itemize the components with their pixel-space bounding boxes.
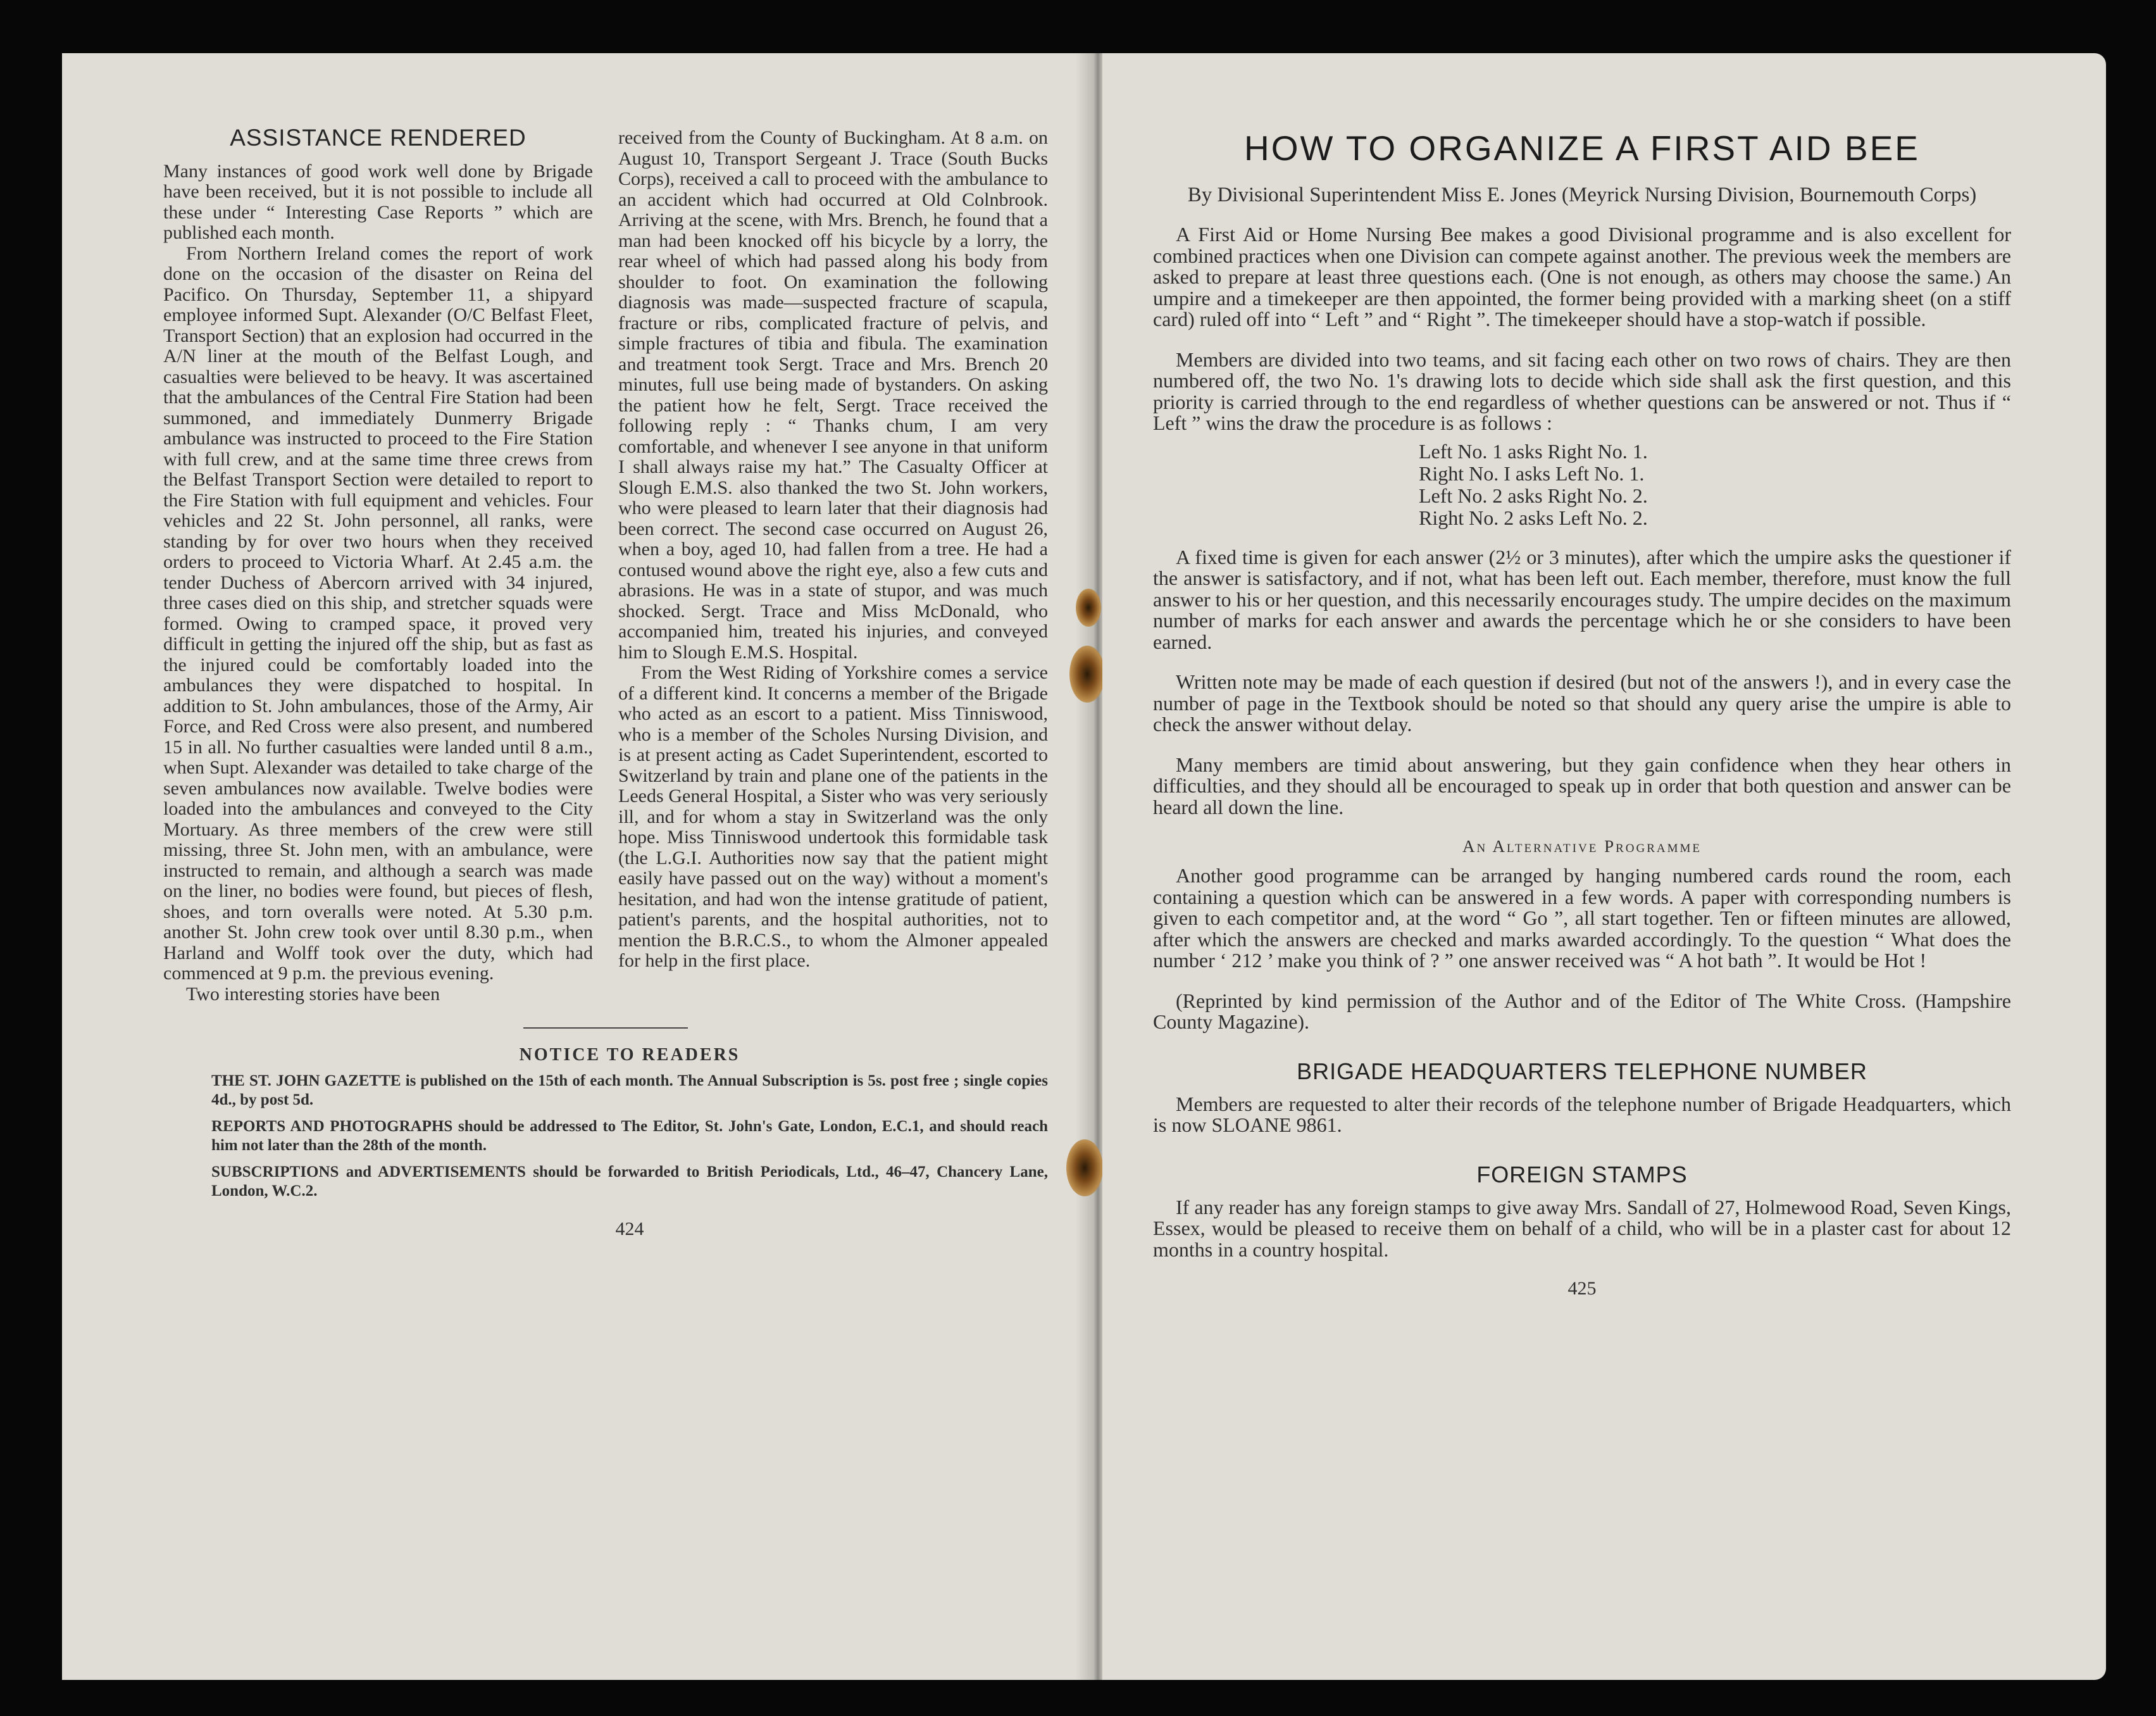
list-item: Right No. 2 asks Left No. 2. [1419,506,1648,529]
paragraph: Members are divided into two teams, and sit facing each other on two rows of chairs. They are then numbered off, the two No. 1's drawing lots to decide which side shall ask the first question, and this priority is carried through to the end regardless of whether questions can be answered or not. Thus if “ Left ” wins the draw the procedure is as follows : [1153,348,2011,434]
list-item: Left No. 1 asks Right No. 1. [1419,439,1648,463]
left-column-1 [163,125,593,1005]
byline: By Divisional Superintendent Miss E. Jones (Meyrick Nursing Division, Bournemouth Corps) [1187,184,1977,206]
paragraph: Many instances of good work well done by Brigade have been received, but it is not possible to include all these under “ Interesting Case Reports ” which are published each month. [163,160,593,243]
paragraph: Many members are timid about answering, but they gain confidence when they hear others in difficulties, and they should all be encouraged to speak up in order that both question and answer can be heard all down the line. [1153,753,2011,818]
left-column-2 [618,128,1048,1005]
notice-line: REPORTS AND PHOTOGRAPHS should be addressed to The Editor, St. John's Gate, London, E.C.1, and should reach him not later than the 28th of the month. [211,1118,1048,1154]
left-columns [163,125,1048,1005]
notice-heading: NOTICE TO READERS [519,1045,740,1065]
notice-line: THE ST. JOHN GAZETTE is published on the 15th of each month. The Annual Subscription is 5s. post free ; single copies 4d., by post 5d. [211,1072,1048,1108]
list-item: Left No. 2 asks Right No. 2. [1419,484,1648,507]
right-page [1102,53,2106,1680]
page-number-right: 425 [1567,1278,1597,1299]
paragraph: received from the County of Buckingham. At 8 a.m. on August 10, Transport Sergeant J. Trace (South Bucks Corps), received a call to proceed with the ambulance to an accident which had occurred at Old Colnbrook. Arriving at the scene, with Mrs. Brench, he found that a man had been knocked off his bicycle by a lorry, the rear wheel of which had passed along his body from shoulder to foot. On examination the following diagnosis was made—suspected fracture of scapula, fracture or ribs, complicated fracture of pelvis, and simple fractures of tibia and fibula. The examination and treatment took Sergt. Trace and Mrs. Brench 20 minutes, full use being made of bystanders. On asking the patient how he felt, Sergt. Trace received the following reply : “ Thanks chum, I am very comfortable, and whenever I see anyone in that uniform I shall always raise my hat.” The Casualty Officer at Slough E.M.S. also thanked the two St. John workers, who were pleased to learn later that their diagnosis had been correct. The second case occurred on August 26, when a boy, aged 10, had fallen from a tree. He had a contused wound above the right eye, also a few cuts and abrasions. He was in a state of stupor, and was much shocked. Sergt. Trace and Miss McDonald, who accompanied him, treated his injuries, and conveyed him to Slough E.M.S. Hospital. [618,127,1048,663]
divider-rule [523,1027,688,1029]
foxing-stain [1066,1139,1103,1196]
notice-to-readers [163,1045,1048,1240]
list-item: Right No. I asks Left No. 1. [1419,461,1645,485]
paragraph: A First Aid or Home Nursing Bee makes a good Divisional programme and is also excellent for combined practices when one Division can compete against another. The previous week the members are asked to prepare at least three questions each. (One is not enough, as others may choose the same.) An umpire and a timekeeper are then appointed, the former being provided with a marking sheet (on a stiff card) ruled off into “ Left ” and “ Right ”. The timekeeper should have a stop-watch if possible. [1153,223,2011,330]
page-number-left: 424 [615,1218,644,1239]
paragraph: Members are requested to alter their records of the telephone number of Brigade Headquarters, which is now SLOANE 9861. [1153,1092,2011,1136]
paragraph: A fixed time is given for each answer (2½ or 3 minutes), after which the umpire asks the questioner if the answer is satisfactory, and if not, what has been left out. Each member, therefore, must know the full answer to his or her question, and this necessarily encourages study. The umpire decides on the maximum number of marks for each answer and awards the percentage which he or she considers to have been earned. [1153,545,2011,653]
reprint-note: (Reprinted by kind permission of the Author and of the Editor of The White Cross. (Hampshire County Magazine). [1153,989,2011,1033]
foxing-stain [1076,589,1101,627]
paragraph: If any reader has any foreign stamps to give away Mrs. Sandall of 27, Holmewood Road, Seven Kings, Essex, would be pleased to receive them on behalf of a child, who will be in a plaster cast for about 12 months in a country hospital. [1153,1195,2011,1261]
article-title: HOW TO ORGANIZE A FIRST AID BEE [1244,128,1920,168]
alternative-heading: An Alternative Programme [1462,837,1702,856]
phone-heading: BRIGADE HEADQUARTERS TELEPHONE NUMBER [1297,1058,1867,1084]
assistance-heading: ASSISTANCE RENDERED [230,125,527,151]
paragraph: Written note may be made of each question if desired (but not of the answers !), and in every case the number of page in the Textbook should be noted so that should any query arise the umpire is able to check the answer without delay. [1153,670,2011,736]
stamps-heading: FOREIGN STAMPS [1476,1161,1688,1187]
paragraph: Another good programme can be arranged by hanging numbered cards round the room, each containing a question which can be answered in a few words. A paper with corresponding numbers is given to each competitor and, at the word “ Go ”, all start together. Ten or fifteen minutes are allowed, after which the answers are checked and marks awarded accordingly. To the question “ What does the number ‘ 212 ’ make you think of ? ” one answer received was “ A hot bath ”. It would be Hot ! [1153,864,2011,972]
notice-line: SUBSCRIPTIONS and ADVERTISEMENTS should be forwarded to British Periodicals, Ltd., 46–47, Chancery Lane, London, W.C.2. [211,1163,1048,1199]
foxing-stain [1069,646,1105,703]
paragraph: Two interesting stories have been [186,983,440,1005]
question-order-list [1419,441,2011,529]
paragraph: From Northern Ireland comes the report of work done on the occasion of the disaster on Reina del Pacifico. On Thursday, September 11, a shipyard employee informed Supt. Alexander (O/C Belfast Fleet, Transport Section) that an explosion had occurred in the A/N liner at the mouth of the Belfast Lough, and casualties were believed to be heavy. It was ascertained that the ambulances of the Central Fire Station had been summoned, and immediately Dunmerry Brigade ambulance was instructed to proceed to the Fire Station with full crew, and at the same time three crews from the Belfast Transport Section were detailed to report to the Fire Station with full equipment and vehicles. Four vehicles and 22 St. John personnel, all ranks, were standing by for over two hours when they received orders to proceed to Victoria Wharf. At 2.45 a.m. the tender Duchess of Abercorn arrived with 34 injured, three cases died on this ship, and stretcher squads were formed. Owing to cramped space, it proved very difficult in getting the injured off the ship, but as fast as the injured could be comfortably loaded into the ambulances they were dispatched to hospital. In addition to St. John ambulances, those of the Army, Air Force, and Red Cross were also present, and numbered 15 in all. No further casualties were landed until 8 a.m., when Supt. Alexander was detailed to take charge of the seven ambulances now available. Twelve bodies were loaded into the ambulances and conveyed to the City Mortuary. As three members of the crew were still missing, three St. John men, with an ambulance, were instructed to remain, and although a search was made on the liner, no bodies were found, but pieces of flesh, shoes, and torn overalls were noted. At 5.30 p.m. another St. John crew took over until 8.30 p.m., when Harland and Wolff took over the duty, which had commenced at 9 p.m. the previous evening. [163,242,593,984]
paragraph: From the West Riding of Yorkshire comes a service of a different kind. It concerns a member of the Brigade who acted as an escort to a patient. Miss Tinniswood, who is a member of the Scholes Nursing Division, and is at present acting as Cadet Superintendent, escorted to Switzerland by train and plane one of the patients in the Leeds General Hospital, a Sister who was very seriously ill, and for whom a stay in Switzerland was the only hope. Miss Tinniswood undertook this formidable task (the L.G.I. Authorities now say that the patient might easily have passed out on the way) without a moment's hesitation, and had won the intense gratitude of patient, patient's parents, and the hospital authorities, not to mention the B.R.C.S., to whom the Almoner appealed for help in the first place. [618,662,1048,971]
left-page [62,53,1092,1680]
